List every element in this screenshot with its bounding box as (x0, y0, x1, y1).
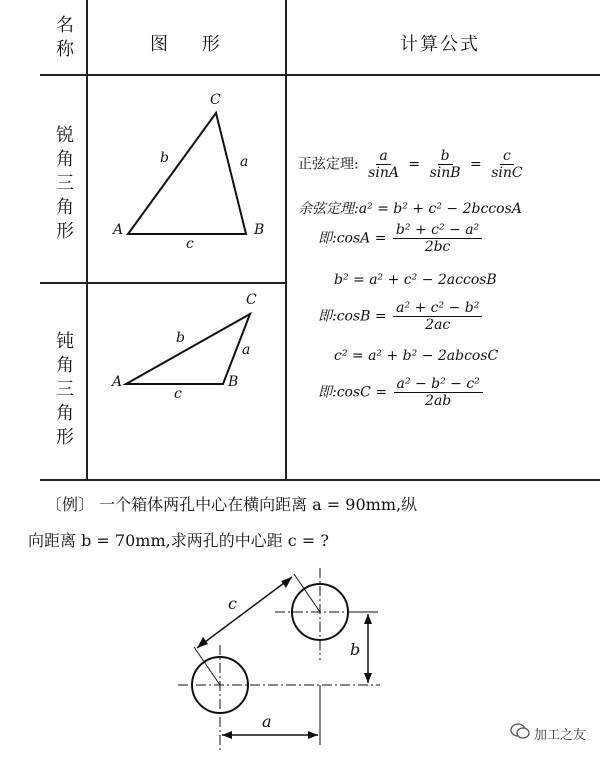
example-line-2: 向距离 b = 70mm,求两孔的中心距 c = ? (28, 531, 329, 550)
row-divider (40, 282, 285, 284)
diagram-label-c: c (228, 594, 237, 613)
header-formula: 计算公式 (400, 34, 480, 55)
acute-vertex-b: B (254, 222, 265, 238)
c-squared-formula: c² = a² + b² − 2abcosC (334, 348, 499, 364)
acute-side-a: a (240, 154, 249, 170)
header-divider (40, 74, 600, 76)
cosine-law: 余弦定理:a² = b² + c² − 2bccosA (298, 201, 522, 217)
obtuse-side-c: c (174, 386, 182, 402)
wechat-icon (510, 722, 530, 740)
acute-vertex-a: A (113, 222, 124, 238)
row-acute-name: 锐角三角形 (56, 125, 74, 242)
watermark-text: 加工之友 (534, 728, 587, 743)
acute-side-c: c (186, 236, 194, 252)
obtuse-side-a: a (242, 342, 251, 358)
diagram-label-b: b (350, 640, 361, 659)
header-name: 名称 (56, 15, 74, 60)
cosC-formula: 即:cosC = $\frac{\text{a² − b² − c²}}{2ab}$ (318, 376, 485, 409)
row-obtuse-name: 钝角三角形 (56, 331, 74, 448)
table-bottom-border (40, 479, 600, 481)
header-figure: 图 形 (150, 34, 234, 55)
acute-triangle (128, 113, 249, 234)
cosB-formula: 即:cosB = $\frac{\text{a² + c² − b²}}{2ac}$ (318, 300, 484, 333)
obtuse-side-b: b (176, 330, 185, 346)
hole-distance-diagram (150, 560, 450, 759)
sine-law: 正弦定理: $\frac{a}{\sin A}$ = $\frac{b}{\sin B}$ = $\frac{c}{\sin C}$ (298, 148, 523, 181)
acute-side-b: b (160, 150, 169, 166)
table-middle-border (285, 0, 287, 480)
obtuse-vertex-a: A (112, 374, 123, 390)
example-line-1: 〔例〕 一个箱体两孔中心在横向距离 a = 90mm,纵 (46, 495, 418, 514)
table-left-border (86, 0, 88, 480)
b-squared-formula: b² = a² + c² − 2accosB (334, 272, 497, 288)
obtuse-vertex-b: B (228, 374, 239, 390)
diagram-label-a: a (262, 712, 272, 731)
acute-vertex-c: C (210, 92, 221, 108)
cosA-formula: 即:cosA = $\frac{\text{b² + c² − a²}}{2bc}$ (318, 222, 484, 255)
obtuse-vertex-c: C (246, 292, 257, 308)
